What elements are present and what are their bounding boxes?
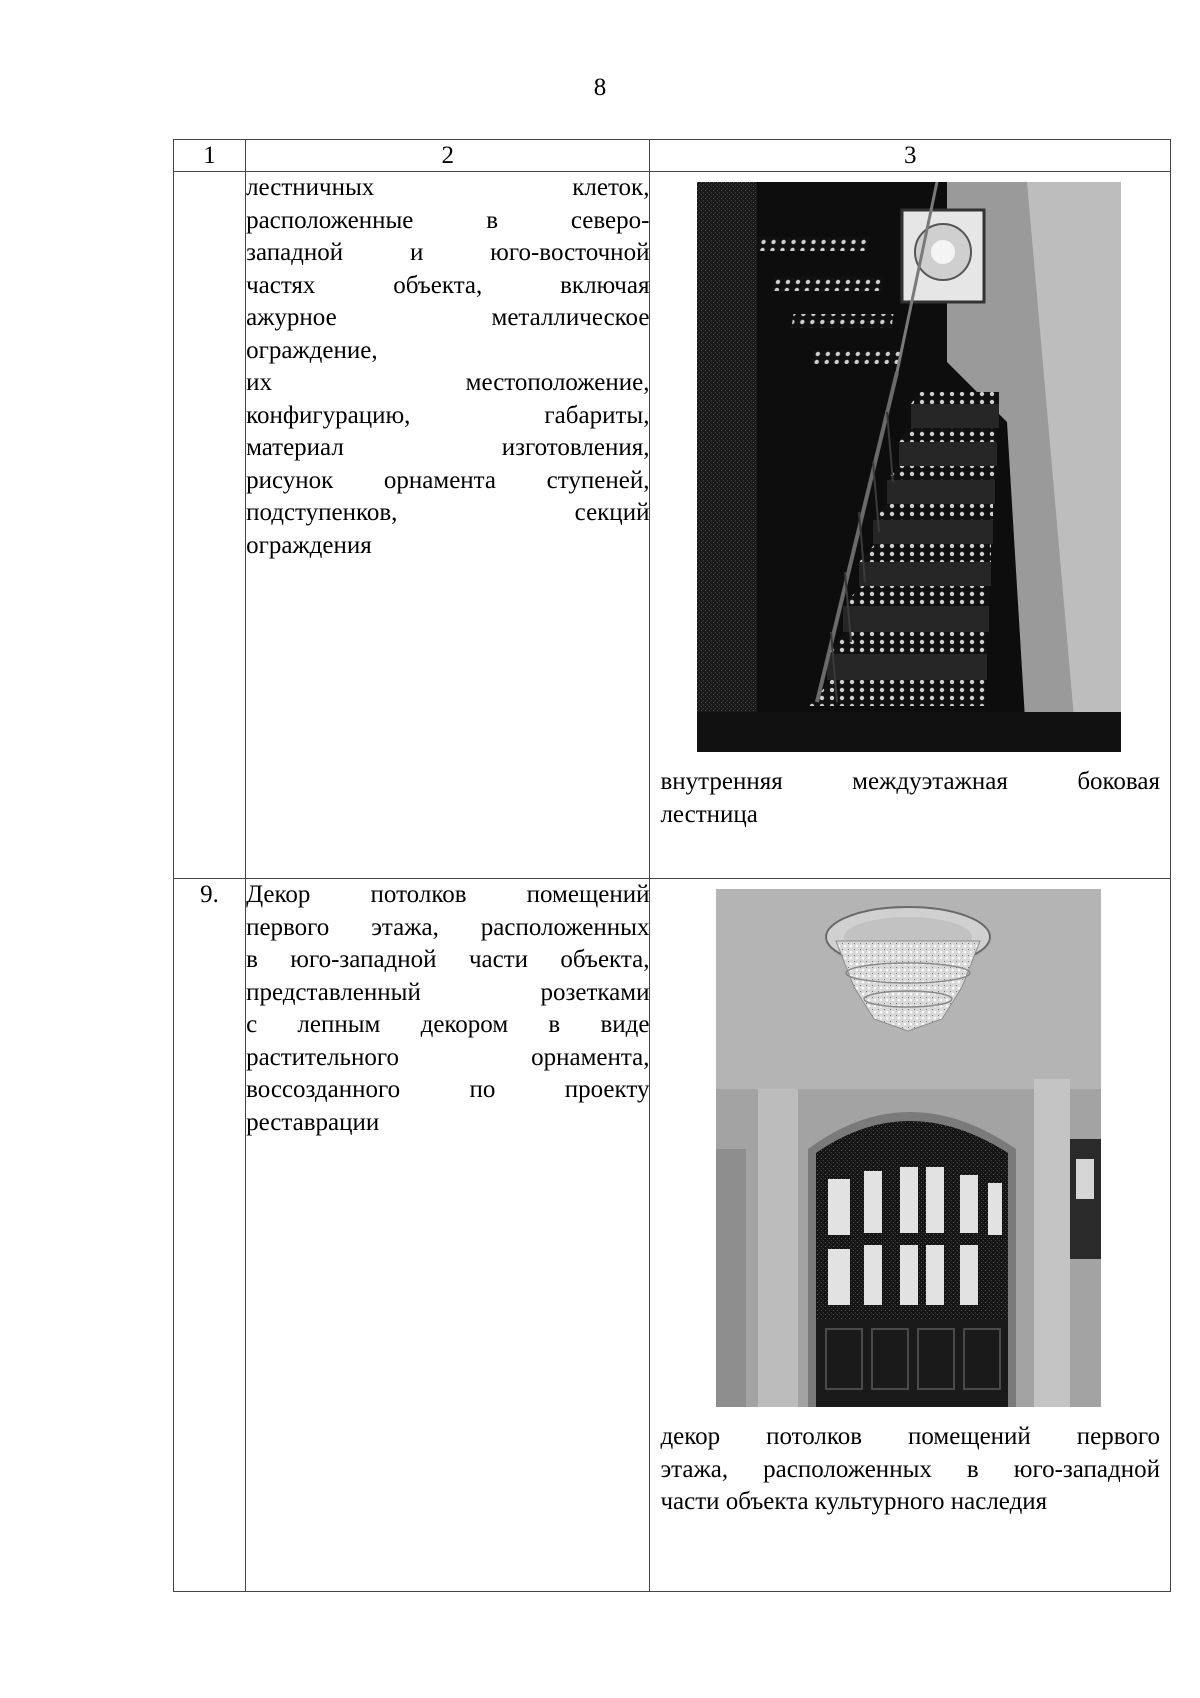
table-header-row — [174, 140, 1171, 172]
row-number — [174, 172, 246, 879]
staircase-photo — [697, 182, 1121, 752]
description-line: расположенные в северо- — [246, 206, 650, 234]
description-line: воссозданного по проекту — [246, 1076, 650, 1103]
row-photo-cell — [650, 879, 1171, 1592]
description-line: реставрации — [246, 1108, 380, 1136]
caption-line: этажа, расположенных в юго-западной — [660, 1455, 1160, 1483]
description-line: подступенков, секций — [246, 499, 650, 526]
table-row — [174, 172, 1171, 879]
caption-line: лестница — [660, 800, 758, 828]
header-col-1: 1 — [174, 140, 246, 172]
description-line: их местоположение, — [246, 369, 650, 396]
table-row — [174, 879, 1171, 1592]
heritage-elements-table — [173, 139, 1171, 1592]
description-line: конфигурацию, габариты, — [246, 401, 650, 429]
row-photo-cell — [650, 172, 1171, 879]
caption-line: декор потолков помещений первого — [660, 1423, 1160, 1450]
description-line: ажурное металлическое — [246, 304, 650, 331]
photo-caption — [660, 766, 1160, 831]
header-col-2: 2 — [246, 140, 650, 172]
description-line: с лепным декором в виде — [246, 1011, 650, 1038]
description-line: западной и юго-восточной — [246, 239, 650, 266]
ceiling-decor-photo — [716, 889, 1101, 1407]
row-description — [246, 879, 650, 1592]
description-line: ограждение, — [246, 336, 378, 364]
page-number: 8 — [593, 74, 607, 101]
row-description — [246, 172, 650, 879]
description-line: представленный розетками — [246, 978, 650, 1006]
description-line: частях объекта, включая — [246, 271, 650, 299]
header-col-3: 3 — [650, 140, 1171, 172]
caption-line: части объекта культурного наследия — [660, 1488, 1048, 1515]
description-line: Декор потолков помещений — [246, 881, 650, 908]
description-line: рисунок орнамента ступеней, — [246, 466, 650, 494]
caption-line: внутренняя междуэтажная боковая — [660, 768, 1160, 795]
photo-caption — [660, 1421, 1160, 1519]
description-line: в юго-западной части объекта, — [246, 946, 650, 973]
description-line: лестничных клеток, — [246, 174, 650, 201]
description-line: материал изготовления, — [246, 434, 650, 461]
row-number: 9. — [174, 879, 246, 1592]
description-line: растительного орнамента, — [246, 1043, 650, 1071]
description-line: ограждения — [246, 531, 372, 559]
description-line: первого этажа, расположенных — [246, 913, 650, 941]
